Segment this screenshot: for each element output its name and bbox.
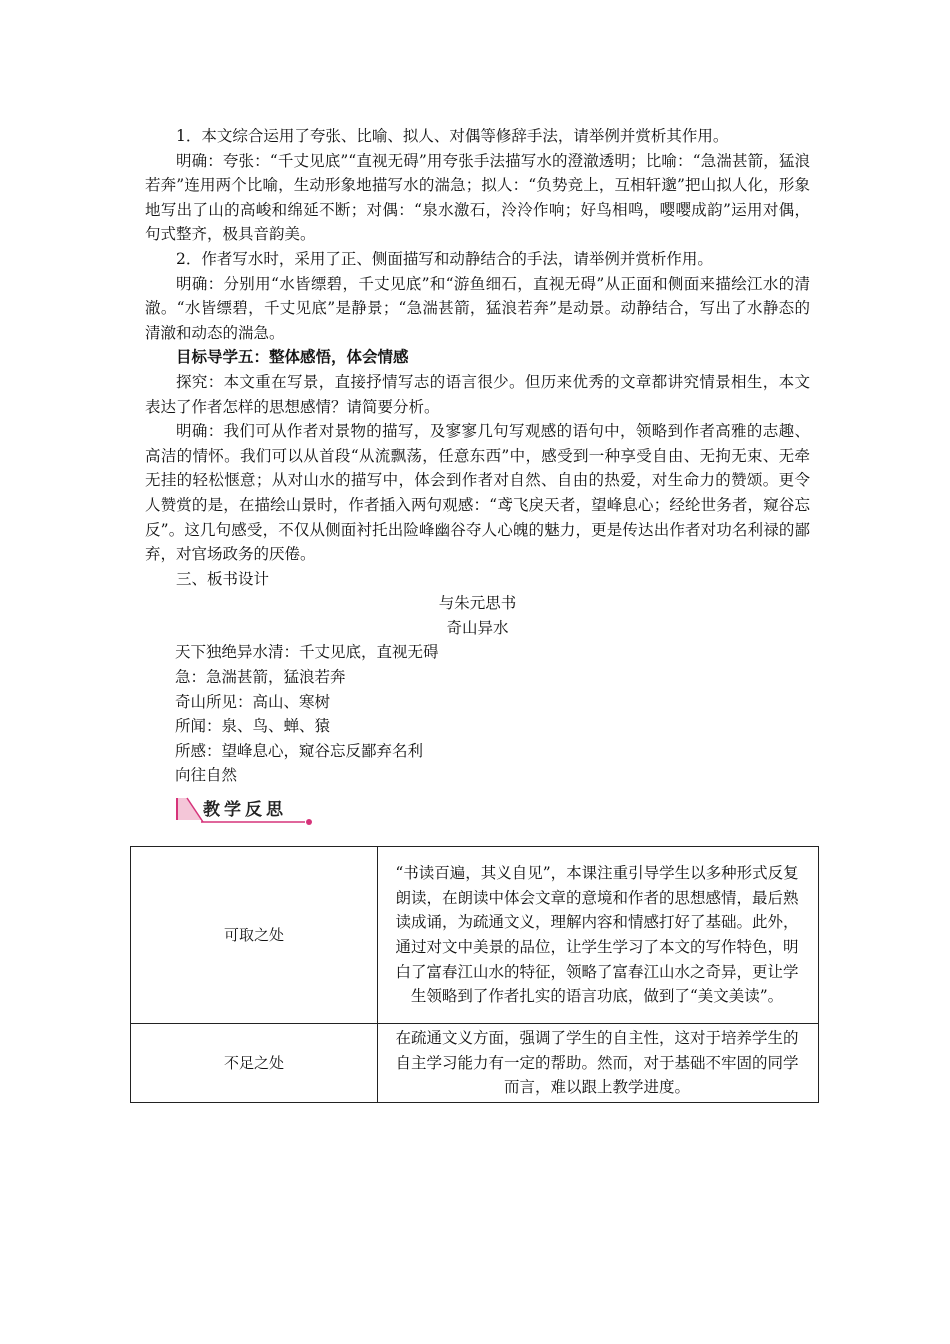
row-label: 不足之处	[131, 1024, 378, 1103]
reflection-title: 教学反思	[203, 800, 287, 820]
answer-3: 明确：我们可从作者对景物的描写，及寥寥几句写观感的语句中，领略到作者高雅的志趣、高洁的情怀。我们可以从首段“从流飘荡，任意东西”中，感受到一种享受自由、无拘无束、无牵无挂的轻松惬意；从对山水的描写中，体会到作者对自然、自由的热爱，对生命力的赞颂。更令人赞赏的是，在描绘山景时，作者插入两句观感：“鸢飞戾天者，望峰息心；经纶世务者，窥谷忘反”。这几句感受，不仅从侧面衬托出险峰幽谷夺人心魄的魅力，更是传达出作者对功名利禄的鄙弃，对官场政务的厌倦。	[145, 422, 810, 564]
board-line: 天下独绝异水清：千丈见底，直视无碍	[175, 643, 439, 662]
row-content: 在疏通文义方面，强调了学生的自主性，这对于培养学生的自主学习能力有一定的帮助。然而，对于基础不牢固的同学而言，难以跟上教学进度。	[378, 1024, 819, 1103]
document-body	[145, 124, 810, 788]
explore-question: 探究：本文重在写景，直接抒情写志的语言很少。但历来优秀的文章都讲究情景相生，本文表达了作者怎样的思想感情？请简要分析。	[145, 372, 810, 416]
table-row	[131, 1024, 819, 1103]
question-2: 2．作者写水时，采用了正、侧面描写和动静结合的手法，请举例并赏析作用。	[176, 249, 713, 268]
board-title: 与朱元思书	[438, 594, 517, 613]
board-line: 所闻：泉、鸟、蝉、猿	[175, 717, 331, 736]
reflection-table	[130, 846, 819, 1103]
goal-five-heading: 目标导学五：整体感悟，体会情感	[176, 347, 409, 367]
section-three-heading: 三、板书设计	[176, 569, 270, 588]
row-label: 可取之处	[131, 847, 378, 1024]
board-subtitle: 奇山异水	[446, 618, 509, 637]
reflection-header	[173, 795, 318, 827]
table-row	[131, 847, 819, 1024]
question-1: 1．本文综合运用了夸张、比喻、拟人、对偶等修辞手法，请举例并赏析其作用。	[176, 127, 729, 145]
board-line: 所感：望峰息心，窥谷忘反鄙弃名利	[175, 741, 424, 760]
board-line: 奇山所见：高山、寒树	[175, 692, 331, 711]
board-line: 急：急湍甚箭，猛浪若奔	[175, 668, 346, 687]
row-content: “书读百遍，其义自见”，本课注重引导学生以多种形式反复朗读，在朗读中体会文章的意境和作者的思想感情，最后熟读成诵，为疏通文义，理解内容和情感打好了基础。此外，通过对文中美景的品位，让学生学习了本文的写作特色，明白了富春江山水的特征，领略了富春江山水之奇异，更让学生领略到了作者扎实的语言功底，做到了“美文美读”。	[378, 847, 819, 1024]
board-line: 向往自然	[175, 766, 238, 785]
answer-1: 明确：夸张：“千丈见底”“直视无碍”用夸张手法描写水的澄澈透明；比喻：“急湍甚箭，猛浪若奔”连用两个比喻，生动形象地描写水的湍急；拟人：“负势竞上，互相轩邈”把山拟人化，形象地写出了山的高峻和绵延不断；对偶：“泉水激石，泠泠作响；好鸟相鸣，嘤嘤成韵”运用对偶，句式整齐，极具音韵美。	[145, 151, 810, 244]
answer-2: 明确：分别用“水皆缥碧，千丈见底”和“游鱼细石，直视无碍”从正面和侧面来描绘江水的清澈。“水皆缥碧，千丈见底”是静景；“急湍甚箭，猛浪若奔”是动景。动静结合，写出了水静态的清澈和动态的湍急。	[145, 274, 810, 342]
